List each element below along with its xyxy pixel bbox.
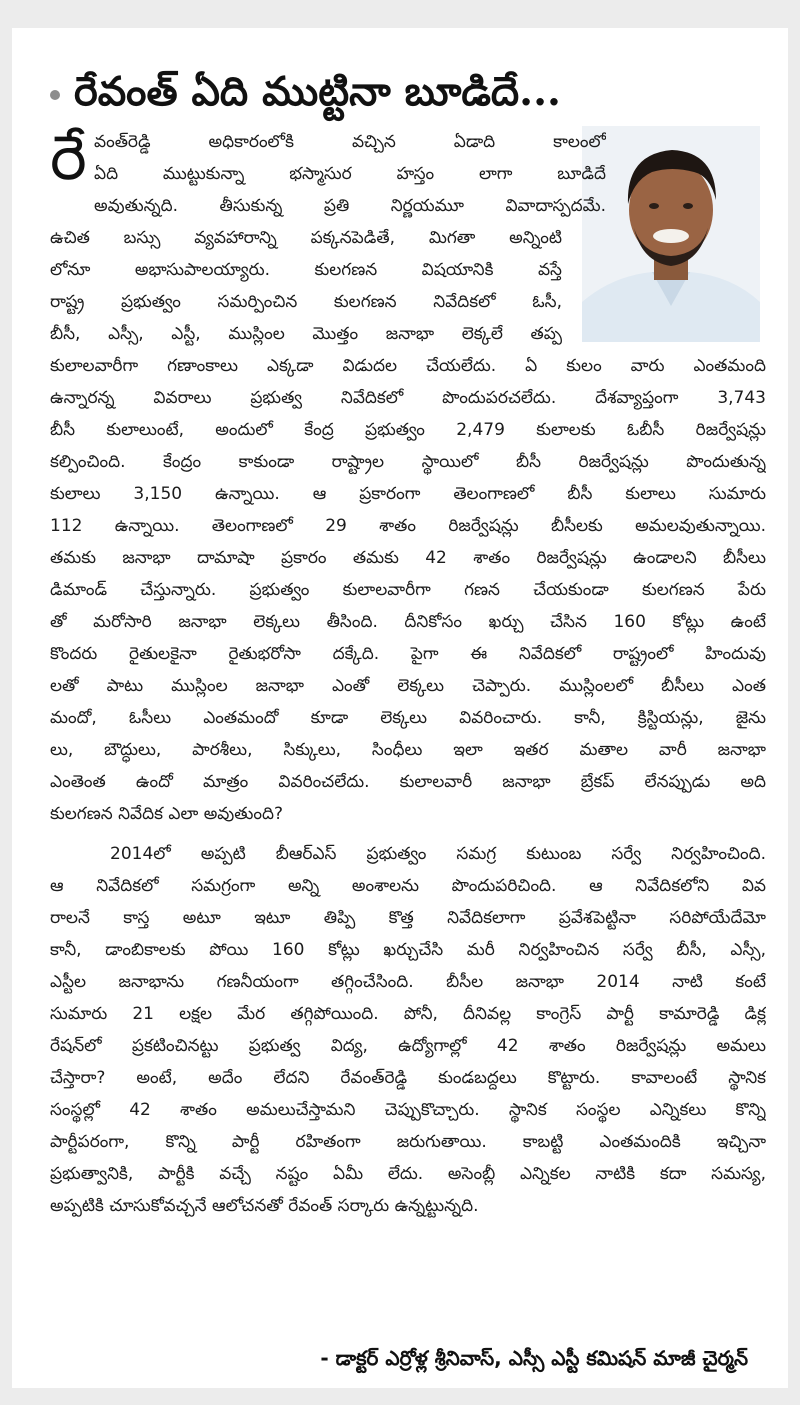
- paragraph-1-line: లోనూ అభాసుపాలయ్యారు. కులగణన విషయానికి వస్తే: [50, 260, 562, 280]
- paragraph-1-line: తమకు జనాభా దామాషా ప్రకారం తమకు 42 శాతం రిజర్వేషన్లు ఉండాలని బీసీలు: [50, 548, 766, 568]
- drop-cap: రే: [50, 121, 87, 194]
- paragraph-1-line: మందో, ఓసీలు ఎంతమందో కూడా లెక్కలు వివరించారు. కానీ, క్రిస్టియన్లు, జైను: [50, 708, 766, 728]
- paragraph-1-line: కల్పించింది. కేంద్రం కాకుండా రాష్ట్రాల స్థాయిలో బీసీ రిజర్వేషన్లు పొందుతున్న: [50, 452, 766, 472]
- paragraph-2-line: ఆ నివేదికలో సమగ్రంగా అన్ని అంశాలను పొందుపరిచింది. ఆ నివేదికలోని వివ: [50, 876, 766, 896]
- paragraph-2-line: సుమారు 21 లక్షల మేర తగ్గిపోయింది. పోనీ, దీనివల్ల కాంగ్రెస్ పార్టీ కామారెడ్డి డిక్ల: [50, 1004, 766, 1024]
- paragraph-1-line: ఉన్నారన్న వివరాలు ప్రభుత్వ నివేదికలో పొందుపరచలేదు. దేశవ్యాప్తంగా 3,743: [50, 388, 766, 408]
- paragraph-2-line: అప్పటికి చూసుకోవచ్చనే ఆలోచనతో రేవంత్ సర్కారు ఉన్నట్టున్నది.: [50, 1196, 479, 1216]
- paragraph-1-line: కులాలవారీగా గణాంకాలు ఎక్కడా విడుదల చేయలేదు. ఏ కులం వారు ఎంతమంది: [50, 356, 766, 376]
- paragraph-1-line: లు, బౌద్ధులు, పారశీలు, సిక్కులు, సింధీలు ఇలా ఇతర మతాల వారీ జనాభా: [50, 740, 766, 760]
- paragraph-1-line: రాష్ట్ర ప్రభుత్వం సమర్పించిన కులగణన నివేదికలో ఓసీ,: [50, 292, 562, 312]
- paragraph-1-line: ఉచిత బస్సు వ్యవహారాన్ని పక్కనపెడితే, మిగతా అన్నింటి: [50, 228, 562, 248]
- paragraph-1-line: బీసీ కులాలుంటే, అందులో కేంద్ర ప్రభుత్వం 2,479 కులాలకు ఓబీసీ రిజర్వేషన్లు: [50, 420, 766, 440]
- article-body: [50, 121, 766, 1222]
- paragraph-1-line: కొందరు రైతులకైనా రైతుభరోసా దక్కేది. పైగా ఈ నివేదికలో రాష్ట్రంలో హిందువు: [50, 644, 766, 664]
- paragraph-1-line: 112 ఉన్నాయి. తెలంగాణలో 29 శాతం రిజర్వేషన్లు బీసీలకు అమలవుతున్నాయి.: [50, 516, 766, 536]
- paragraph-1-line: వంత్‌రెడ్డి అధికారంలోకి వచ్చిన ఏడాది కాలంలో: [94, 132, 606, 152]
- paragraph-1-line: తో మరోసారి జనాభా లెక్కలు తీసింది. దీనికోసం ఖర్చు చేసిన 160 కోట్లు ఉంటే: [50, 612, 766, 632]
- paragraph-1-line: కులగణన నివేదిక ఎలా అవుతుంది?: [50, 804, 284, 824]
- paragraph-2-line: ఎస్టీల జనాభాను గణనీయంగా తగ్గించేసింది. బీసీల జనాభా 2014 నాటి కంటే: [50, 972, 766, 992]
- paragraph-1-line: కులాలు 3,150 ఉన్నాయి. ఆ ప్రకారంగా తెలంగాణలో బీసీ కులాలు సుమారు: [50, 484, 766, 504]
- headline: [50, 64, 770, 120]
- paragraph-1-line: లతో పాటు ముస్లింల జనాభా ఎంతో లెక్కలు చెప్పారు. ముస్లింలలో బీసీలు ఎంత: [50, 676, 766, 696]
- paragraph-2-line: 2014లో అప్పటి బీఆర్ఎస్ ప్రభుత్వం సమగ్ర కుటుంబ సర్వే నిర్వహించింది.: [110, 844, 766, 864]
- paragraph-2-line: రేషన్‌లో ప్రకటించినట్టు ప్రభుత్వ విద్య, ఉద్యోగాల్లో 42 శాతం రిజర్వేషన్లు అమలు: [50, 1036, 766, 1056]
- paragraph-1-line: ఎంతెంత ఉందో మాత్రం వివరించలేదు. కులాలవారీ జనాభా బ్రేకప్ లేనప్పుడు అది: [50, 772, 766, 792]
- paragraph-1-line: ఏది ముట్టుకున్నా భస్మాసుర హస్తం లాగా బూడిదే: [94, 164, 606, 184]
- paragraph-1: [50, 121, 766, 830]
- bullet-dot-icon: [50, 90, 60, 100]
- author-byline: - డాక్టర్ ఎర్రోళ్ల శ్రీనివాస్, ఎస్సీ ఎస్టీ కమిషన్ మాజీ చైర్మన్: [320, 1346, 748, 1370]
- paragraph-1-line: బీసీ, ఎస్సీ, ఎస్టీ, ముస్లింల మొత్తం జనాభా లెక్కలే తప్ప: [50, 324, 562, 344]
- paragraph-2-line: చేస్తారా? అంటే, అదేం లేదని రేవంత్‌రెడ్డి కుండబద్దలు కొట్టారు. కావాలంటే స్థానిక: [50, 1068, 766, 1088]
- article-page: [12, 28, 788, 1388]
- paragraph-2-line: సంస్థల్లో 42 శాతం అమలుచేస్తామని చెప్పుకొచ్చారు. స్థానిక సంస్థల ఎన్నికలు కొన్ని: [50, 1100, 766, 1120]
- headline-text: రేవంత్ ఏది ముట్టినా బూడిదే...: [74, 68, 561, 115]
- paragraph-2-line: కానీ, డాంబికాలకు పోయి 160 కోట్లు ఖర్చుచేసి మరీ నిర్వహించిన సర్వే బీసీ, ఎస్సీ,: [50, 940, 766, 960]
- paragraph-1-line: అవుతున్నది. తీసుకున్న ప్రతి నిర్ణయమూ వివాదాస్పదమే.: [94, 196, 606, 216]
- paragraph-2-line: రాలనే కాస్త అటూ ఇటూ తిప్పి కొత్త నివేదికలాగా ప్రవేశపెట్టినా సరిపోయేదేమో: [50, 908, 766, 928]
- paragraph-2: [50, 838, 766, 1222]
- paragraph-2-line: పార్టీపరంగా, కొన్ని పార్టీ రహితంగా జరుగుతాయి. కాబట్టి ఎంతమందికి ఇచ్చినా: [50, 1132, 766, 1152]
- paragraph-2-line: ప్రభుత్వానికి, పార్టీకి వచ్చే నష్టం ఏమీ లేదు. అసెంబ్లీ ఎన్నికల నాటికి కదా సమస్య,: [50, 1164, 766, 1184]
- paragraph-1-line: డిమాండ్ చేస్తున్నారు. ప్రభుత్వం కులాలవారీగా గణన చేయకుండా కులగణన పేరు: [50, 580, 766, 600]
